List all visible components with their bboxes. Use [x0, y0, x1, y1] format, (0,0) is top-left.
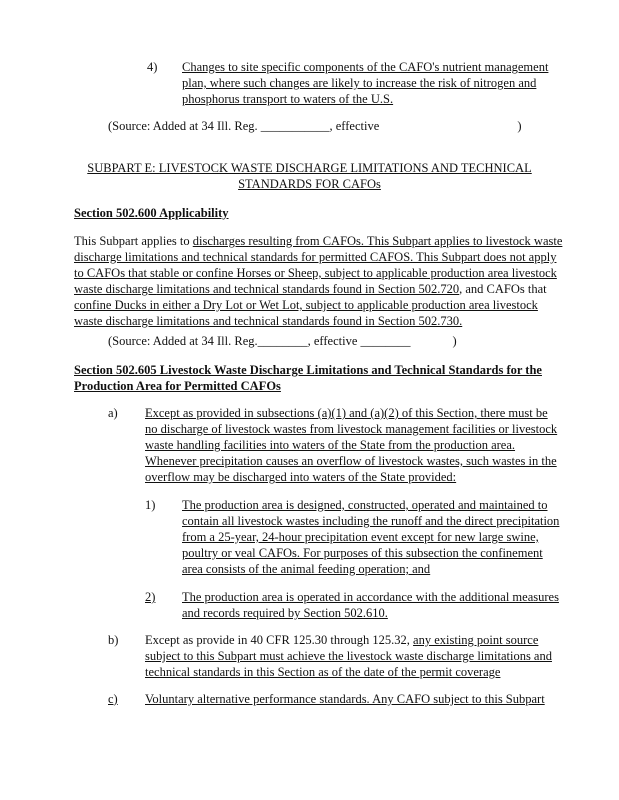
subsection-c-line-1: Voluntary alternative performance standards. Any CAFO subject to this Subpart — [145, 692, 545, 706]
section-600-line-1a: This Subpart applies to — [74, 234, 193, 248]
subsection-a-label: a) — [108, 406, 118, 420]
source-note-1-close: ) — [517, 119, 522, 133]
source-note-1-prefix: (Source: Added at 34 Ill. Reg. — [108, 119, 261, 133]
subsection-a1-line-2: contain all livestock wastes including the runoff and the direct precipitation — [182, 514, 560, 528]
subsection-b-line-1b: any existing point source — [413, 633, 539, 647]
subsection-a2-line-1: The production area is operated in accordance with the additional measures — [182, 590, 559, 604]
subsection-a1-line-5: area consists of the animal feeding operation; and — [182, 562, 431, 576]
subsection-a1-line-1: The production area is designed, constructed, operated and maintained to — [182, 498, 548, 512]
subpart-heading-line-1: SUBPART E: LIVESTOCK WASTE DISCHARGE LIMITATIONS AND TECHNICAL — [87, 161, 532, 175]
section-600-line-4c: , and CAFOs that — [459, 282, 547, 296]
section-600-line-3: to CAFOs that stable or confine Horses or Sheep, subject to applicable production area livestock — [74, 266, 557, 280]
source-note-2-effective: , effective — [307, 334, 361, 348]
subsection-c-label: c) — [108, 692, 118, 706]
subsection-a2-label: 2) — [145, 590, 156, 604]
source-note-2-prefix: (Source: Added at 34 Ill. Reg. — [108, 334, 258, 348]
section-600-line-4a: waste discharge — [74, 282, 157, 296]
subsection-a-line-5: overflow may be discharged into waters of the State provided: — [145, 470, 457, 484]
subsection-a-line-1: Except as provided in subsections (a)(1) and (a)(2) of this Section, there must be — [145, 406, 548, 420]
subsection-b-label: b) — [108, 633, 119, 647]
subsection-a1-line-3: from a 25-year, 24-hour precipitation event except for new large swine, — [182, 530, 539, 544]
section-605-heading-line-2: Production Area for Permitted CAFOs — [74, 379, 281, 393]
source-note-2-blank-1: ________ — [257, 334, 308, 348]
section-600-line-6: waste discharge limitations and technical standards found in Section 502.730. — [74, 314, 463, 328]
section-600-line-1 — [74, 233, 562, 249]
subsection-b-line-1a: Except as provide in 40 CFR 125.30 through 125.32, — [145, 633, 414, 647]
subsection-b-line-2: subject to this Subpart must achieve the livestock waste discharge limitations and — [145, 649, 552, 663]
source-note-1-blank: ___________ — [260, 119, 330, 133]
subsection-a1-label: 1) — [145, 498, 156, 512]
item-4-number: 4) — [147, 60, 158, 74]
subsection-a2-line-2: and records required by Section 502.610. — [182, 606, 388, 620]
section-600-line-4b: limitations and technical standards found in Section 502.720 — [156, 282, 460, 296]
subsection-b-line-1 — [145, 632, 538, 648]
source-note-2-close: ) — [452, 334, 457, 348]
subpart-heading-line-2: STANDARDS FOR CAFOs — [238, 177, 381, 191]
item-4-line-1: Changes to site specific components of the CAFO's nutrient management — [182, 60, 549, 74]
subsection-b-line-3: technical standards in this Section as of the date of the permit coverage — [145, 665, 501, 679]
source-note-1 — [108, 118, 522, 134]
source-note-2-blank-2: ________ — [360, 334, 411, 348]
subsection-a-line-4: Whenever precipitation causes an overflow of livestock wastes, such wastes in the — [145, 454, 557, 468]
section-605-heading-line-1: Section 502.605 Livestock Waste Discharge Limitations and Technical Standards for the — [74, 363, 542, 377]
section-600-line-2: discharge limitations and technical standards for permitted CAFOS. This Subpart does not apply — [74, 250, 557, 264]
subsection-a1-line-4: poultry or veal CAFOs. For purposes of this subsection the confinement — [182, 546, 543, 560]
source-note-1-effective: , effective — [329, 119, 383, 133]
item-4-line-2: plan, where such changes are likely to increase the risk of nitrogen and — [182, 76, 537, 90]
section-600-line-4 — [74, 281, 547, 297]
section-600-line-1b: discharges resulting from CAFOs. This Subpart applies to livestock waste — [192, 234, 563, 248]
section-600-line-5: confine Ducks in either a Dry Lot or Wet Lot, subject to applicable production area livestock — [74, 298, 538, 312]
subsection-a-line-2: no discharge of livestock wastes from livestock management facilities or livestock — [145, 422, 558, 436]
section-600-heading: Section 502.600 Applicability — [74, 206, 229, 220]
source-note-2 — [108, 333, 457, 349]
item-4-line-3: phosphorus transport to waters of the U.S. — [182, 92, 394, 106]
subsection-a-line-3: waste handling facilities into waters of the State from the production area. — [145, 438, 516, 452]
